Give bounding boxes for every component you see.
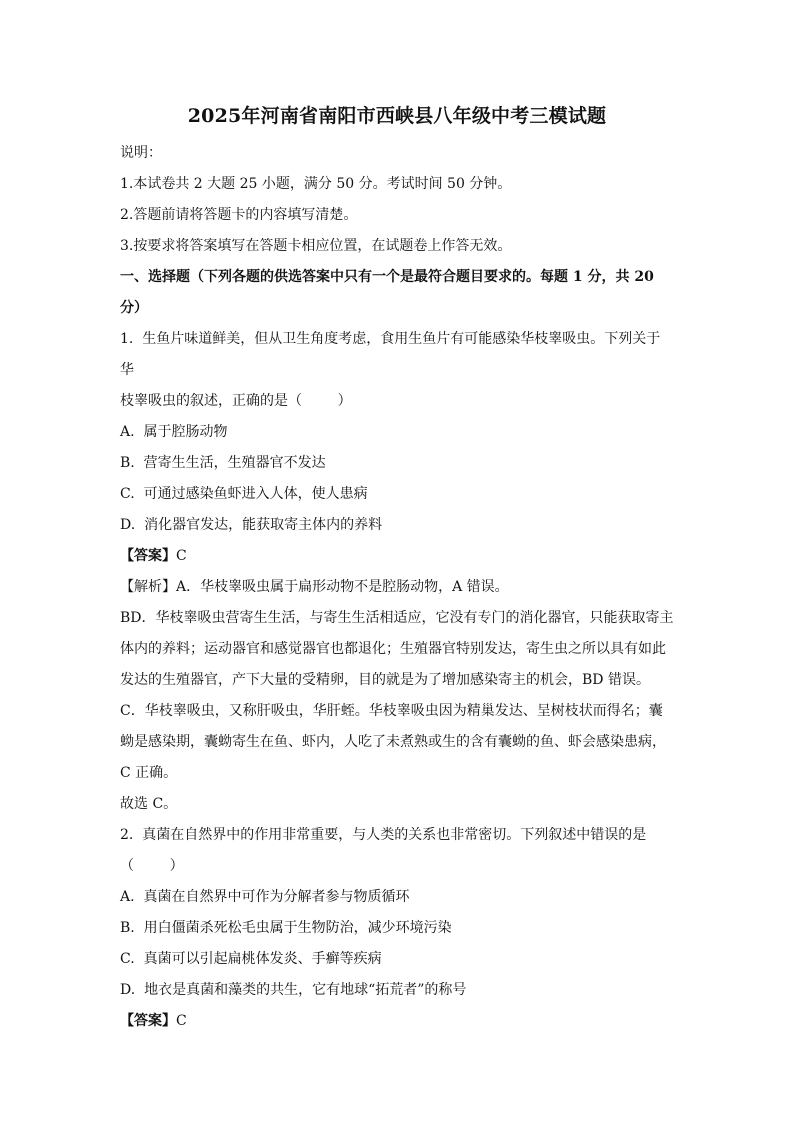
q1-option-a: A. 属于腔肠动物 <box>120 424 228 440</box>
q2-option-c: C. 真菌可以引起扁桃体发炎、手癣等疾病 <box>120 951 382 967</box>
instruction-item-3: 3.按要求将答案填写在答题卡相应位置，在试题卷上作答无效。 <box>120 238 512 254</box>
document-title: 2025年河南省南阳市西峡县八年级中考三模试题 <box>187 105 607 127</box>
q2-option-d: D. 地衣是真菌和藻类的共生，它有地球“拓荒者”的称号 <box>120 982 467 998</box>
instruction-item-2: 2.答题前请将答题卡的内容填写清楚。 <box>120 207 358 223</box>
q1-analysis-line-6: 蚴是感染期，囊蚴寄生在鱼、虾内，人吃了未煮熟或生的含有囊蚴的鱼、虾会感染患病， <box>120 734 666 750</box>
q1-analysis-line-2: BD．华枝睾吸虫营寄生生活，与寄生生活相适应，它没有专门的消化器官，只能获取寄主 <box>120 610 674 626</box>
q1-stem-line-1: 1. 生鱼片味道鲜美，但从卫生角度考虑，食用生鱼片有可能感染华枝睾吸虫。下列关于华 <box>120 331 661 378</box>
q2-answer <box>120 1006 674 1037</box>
q1-analysis-line-7: C 正确。 <box>120 765 178 781</box>
q2-stem-line-2: （ ） <box>120 858 184 874</box>
q2-option-b: B. 用白僵菌杀死松毛虫属于生物防治，减少环境污染 <box>120 920 452 936</box>
q1-answer <box>120 541 674 572</box>
section-heading-line-1: 一、选择题（下列各题的供选答案中只有一个是最符合题目要求的。每题 1 分，共 20 <box>120 269 654 285</box>
q1-option-d: D. 消化器官发达，能获取寄主体内的养料 <box>120 517 383 533</box>
q1-analysis-line-8: 故选 C。 <box>120 796 178 812</box>
q2-answer-label: 【答案】 <box>120 1013 176 1029</box>
section-heading-line-2: 分） <box>120 300 148 316</box>
q2-answer-value: C <box>176 1013 187 1029</box>
instructions-heading: 说明： <box>120 145 162 161</box>
q2-stem-line-1: 2. 真菌在自然界中的作用非常重要，与人类的关系也非常密切。下列叙述中错误的是 <box>120 827 647 843</box>
q1-option-b: B. 营寄生生活，生殖器官不发达 <box>120 455 326 471</box>
q2-option-a: A. 真菌在自然界中可作为分解者参与物质循环 <box>120 889 410 905</box>
q1-analysis-line-5: C．华枝睾吸虫，又称肝吸虫，华肝蛭。华枝睾吸虫因为精巢发达、呈树枝状而得名；囊 <box>120 703 663 719</box>
q1-option-c: C. 可通过感染鱼虾进入人体，使人患病 <box>120 486 368 502</box>
q1-answer-label: 【答案】 <box>120 548 176 564</box>
q1-answer-value: C <box>176 548 187 564</box>
q1-stem-line-2: 枝睾吸虫的叙述，正确的是（ ） <box>120 393 352 409</box>
q1-analysis-line-1: 【解析】A．华枝睾吸虫属于扁形动物不是腔肠动物，A 错误。 <box>120 579 509 595</box>
q1-analysis-line-3: 体内的养料；运动器官和感觉器官也都退化；生殖器官特别发达，寄生虫之所以具有如此 <box>120 641 666 657</box>
instruction-item-1: 1.本试卷共 2 大题 25 小题，满分 50 分。考试时间 50 分钟。 <box>120 176 512 192</box>
q1-analysis-line-4: 发达的生殖器官，产下大量的受精卵，目的就是为了增加感染寄主的机会，BD 错误。 <box>120 672 650 688</box>
